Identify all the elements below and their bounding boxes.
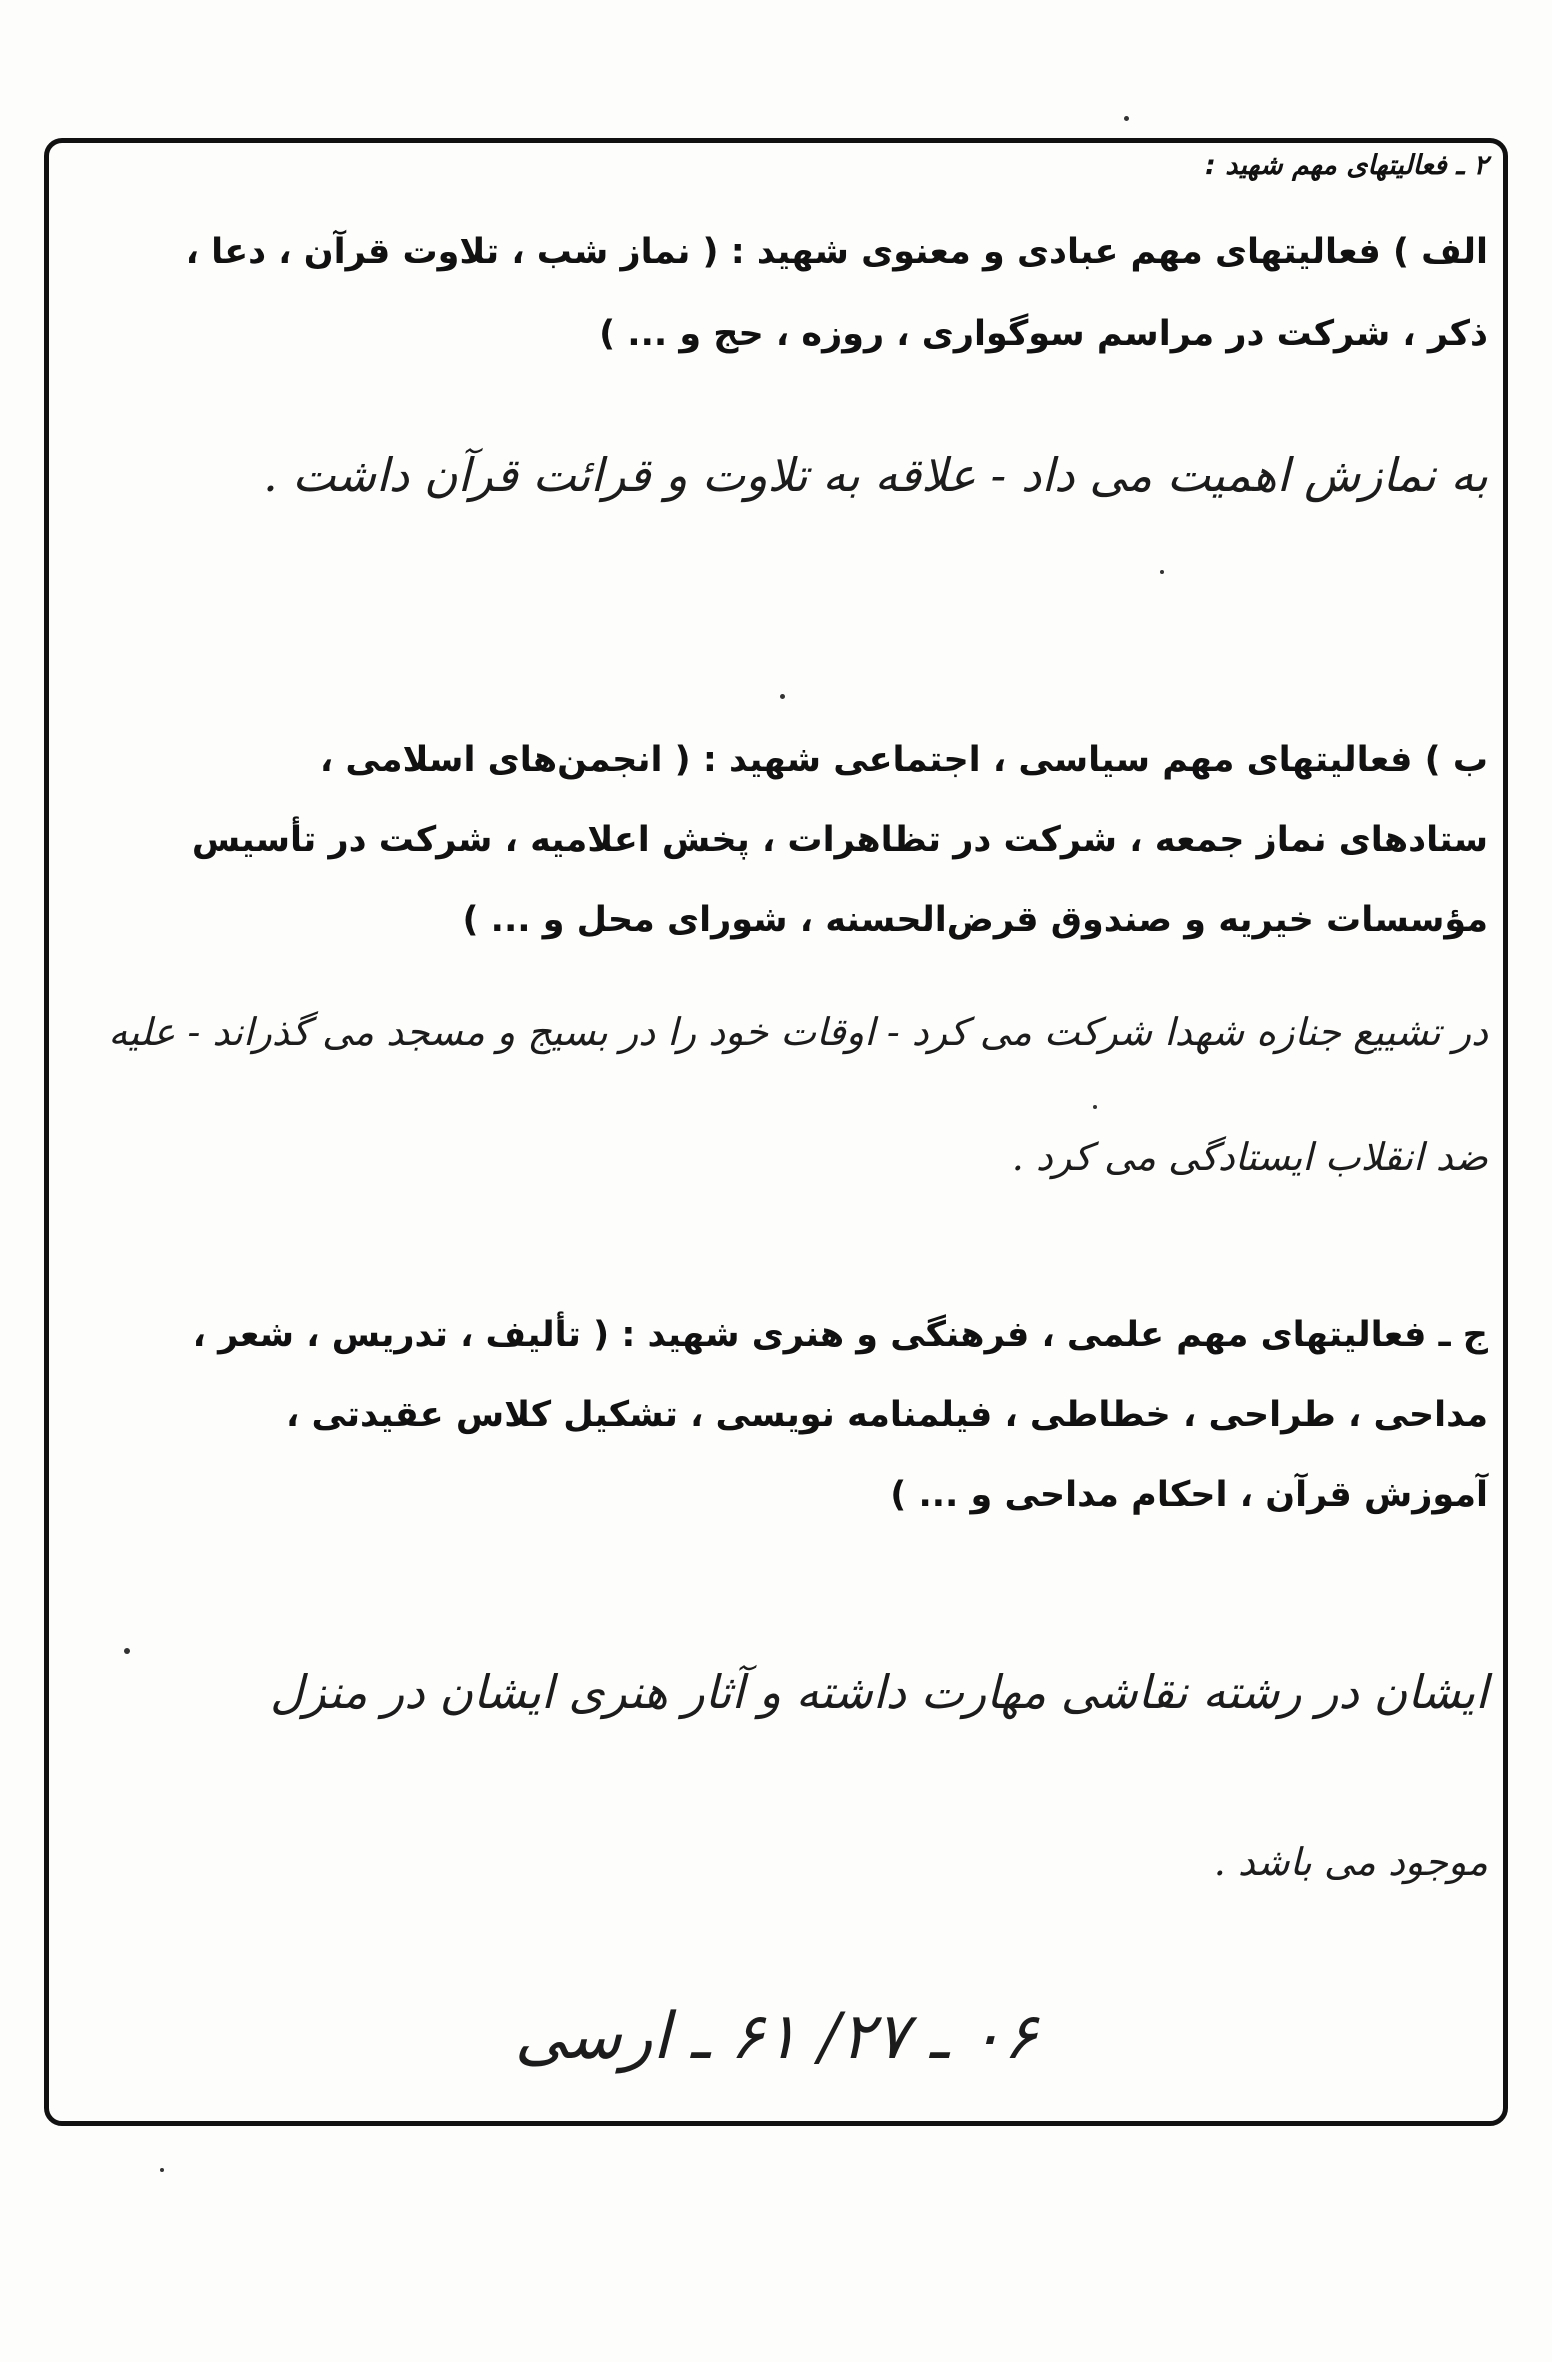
handwritten-signature-date: ۰۶ ـ ۲۷/ ۶۱ ـ ارسی bbox=[514, 2000, 1038, 2074]
scan-speck bbox=[780, 694, 785, 699]
scan-speck bbox=[1160, 570, 1164, 574]
form-border bbox=[44, 138, 1508, 2126]
section-c-handwritten-line-1: ایشان در رشته نقاشی مهارت داشته و آثار هنری ایشان در منزل bbox=[270, 1665, 1488, 1719]
section-heading: ۲ ـ فعالیتهای مهم شهید : bbox=[1205, 150, 1488, 181]
scan-speck bbox=[1093, 1105, 1097, 1109]
section-c-handwritten-line-2: موجود می باشد . bbox=[1213, 1840, 1488, 1884]
section-c-printed-line-3: آموزش قرآن ، احکام مداحی و ... ) bbox=[890, 1475, 1488, 1515]
section-b-printed-line-3: مؤسسات خیریه و صندوق قرض‌الحسنه ، شورای محل و ... ) bbox=[462, 900, 1488, 940]
section-b-handwritten-line-1: در تشییع جنازه شهدا شرکت می کرد - اوقات خود را در بسیج و مسجد می گذراند - علیه bbox=[108, 1010, 1488, 1054]
scan-speck bbox=[1124, 116, 1129, 121]
section-a-printed-line-2: ذکر ، شرکت در مراسم سوگواری ، روزه ، حج و ... ) bbox=[599, 314, 1488, 354]
section-b-handwritten-line-2: ضد انقلاب ایستادگی می کرد . bbox=[1011, 1135, 1488, 1179]
scan-speck bbox=[124, 1648, 130, 1654]
section-b-printed-line-2: ستادهای نماز جمعه ، شرکت در تظاهرات ، پخش اعلامیه ، شرکت در تأسیس bbox=[191, 820, 1488, 860]
section-c-printed-line-2: مداحی ، طراحی ، خطاطی ، فیلمنامه نویسی ، تشکیل کلاس عقیدتی ، bbox=[286, 1395, 1488, 1435]
section-a-printed-line-1: الف ) فعالیتهای مهم عبادی و معنوی شهید : ( نماز شب ، تلاوت قرآن ، دعا ، bbox=[185, 232, 1488, 272]
section-c-printed-line-1: ج ـ فعالیتهای مهم علمی ، فرهنگی و هنری شهید : ( تألیف ، تدریس ، شعر ، bbox=[192, 1315, 1488, 1355]
section-b-printed-line-1: ب ) فعالیتهای مهم سیاسی ، اجتماعی شهید : ( انجمن‌های اسلامی ، bbox=[319, 740, 1488, 780]
section-a-handwritten-answer: به نمازش اهمیت می داد - علاقه به تلاوت و قرائت قرآن داشت . bbox=[263, 448, 1488, 502]
scan-speck bbox=[160, 2168, 164, 2172]
